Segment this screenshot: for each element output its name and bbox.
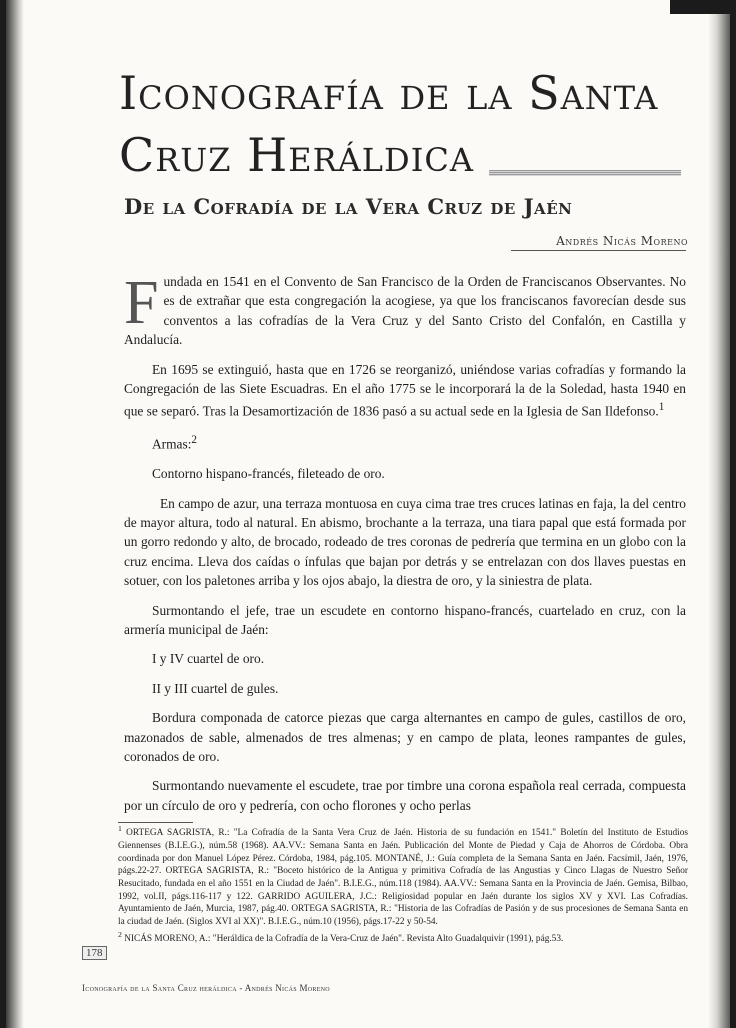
scan-background [670, 0, 730, 14]
title-decorative-rule [489, 170, 681, 176]
footnote-ref: 1 [658, 401, 665, 414]
paragraph-intro-text: undada en 1541 en el Convento de San Francisco de la Orden de Franciscanos Observantes. No es de extrañar que esta congregación la acogiese, ya que los franciscanos favorecían desde sus conventos a las cofradías de la Vera Cruz y del Santo Cristo del Confalón, en Castilla y Andalucía. [124, 274, 686, 348]
running-footer: Iconografía de la Santa Cruz heráldica - Andrés Nicás Moreno [82, 983, 330, 993]
paragraph-intro [124, 269, 686, 350]
article-body [124, 262, 686, 815]
book-page [6, 0, 730, 1028]
drop-cap: F [124, 269, 159, 337]
footnote-ref: 2 [191, 434, 197, 447]
paragraph-campo: En campo de azur, una terraza montuosa en cuya cima trae tres cruces latinas en faja, la del centro de mayor altura, todo al natural. En abismo, brochante a la terraza, una tiara papal que está formada por un gorro redondo y alto, de brocado, rodeado de tres coronas de pedrería que termina en un globo con la cruz encima. Lleva dos caídas o ínfulas que bajan por detrás y se entrelazan con dos llaves puestas en sotuer, con los paletones arriba y los ojos abajo, la diestra de oro, y la siniestra de plata. [124, 495, 686, 589]
paragraph-cuartel-2: II y III cuartel de gules. [152, 680, 279, 696]
article-subtitle: De la Cofradía de la Vera Cruz de Jaén [124, 194, 573, 219]
footnote-2 [118, 929, 688, 946]
paragraph-history [124, 360, 686, 422]
footnote-2-text: NICÁS MORENO, A.: "Heráldica de la Cofradía de la Vera-Cruz de Jaén". Revista Alto Guadalquivir (1991), pág.53. [124, 933, 564, 944]
paragraph-contorno: Contorno hispano-francés, fileteado de oro. [152, 466, 385, 482]
footnote-number: 2 [118, 929, 122, 939]
article-title-line-1: Iconografía de la Santa [119, 66, 659, 120]
paragraph-surmontando-jefe: Surmontando el jefe, trae un escudete en contorno hispano-francés, cuartelado en cruz, con la armería municipal de Jaén: [124, 602, 686, 638]
paragraph-cuartel-1: I y IV cuartel de oro. [152, 651, 265, 667]
footnote-number: 1 [118, 824, 122, 833]
paragraph-timbre: Surmontando nuevamente el escudete, trae por timbre una corona española real cerrada, compuesta por un círculo de oro y pedrería, con ocho florones y ocho perlas [124, 778, 686, 813]
footnote-1 [118, 823, 688, 929]
footnote-1-text: ORTEGA SAGRISTA, R.: "La Cofradía de la Santa Vera Cruz de Jaén. Historia de su fundación en 1541." Boletín del Instituto de Estudios Giennenses (B.I.E.G.), núm.58 (1968). AA.VV.: Semana Santa en Jaén. Publicación del Monte de Piedad y Caja de Ahorros de Córdoba. Obra coordinada por don Manuel López Pérez. Córdoba, 1984, pág.105. MONTANÉ, J.: Guía completa de la Semana Santa en Jaén. Facsímil, Jaén, 1976, págs.22-27. ORTEGA SAGRISTA, R.: "Boceto histórico de la Antigua y primitiva Cofradía de las Angustias y Cinco Llagas de Nuestro Señor Resucitado, fundada en el año 1551 en la Ciudad de Jaén". B.I.E.G., núm.118 (1984). AA.VV.: Semana Santa en la Provincia de Jaén. Gemisa, Bilbao, 1992, vol.II, págs.116-117 y 122. GARRIDO AGUILERA, J.C.: Religiosidad popular en Jaén durante los siglos XV y XVI. Las Cofradías. Ayuntamiento de Jaén, Murcia, 1987, pág.40. ORTEGA SAGRISTA, R.: "Historia de las Cofradías de Pasión y de sus procesiones de Semana Santa en la ciudad de Jaén. (Siglos XVI al XX)". B.I.E.G., núm.10 (1956), págs.17-22 y 50-54. [118, 828, 688, 928]
paragraph-history-text: En 1695 se extinguió, hasta que en 1726 se reorganizó, uniéndose varias cofradías y formando la Congregación de las Siete Escuadras. En el año 1775 se le incorporará la de la Soledad, hasta 1940 en que se separó. Tras la Desamortización de 1836 pasó a su actual sede en la Iglesia de San Ildefonso. [124, 361, 686, 419]
paragraph-armas-text: Armas: [152, 436, 192, 452]
page-number: 178 [82, 946, 107, 960]
paragraph-armas [124, 431, 686, 454]
footnotes [118, 823, 688, 946]
page-edge-shadow [708, 0, 730, 1028]
paragraph-bordura: Bordura componada de catorce piezas que carga alternantes en campo de gules, castillos de oro, mazonados de sable, almenados de tres almenas; y en campo de plata, leones rampantes de gules, coronados de oro. [124, 710, 686, 765]
author-underline [511, 250, 686, 251]
page-gutter-shadow [6, 0, 24, 1028]
article-title-line-2: Cruz Heráldica [119, 128, 474, 182]
author-name: Andrés Nicás Moreno [556, 234, 688, 248]
